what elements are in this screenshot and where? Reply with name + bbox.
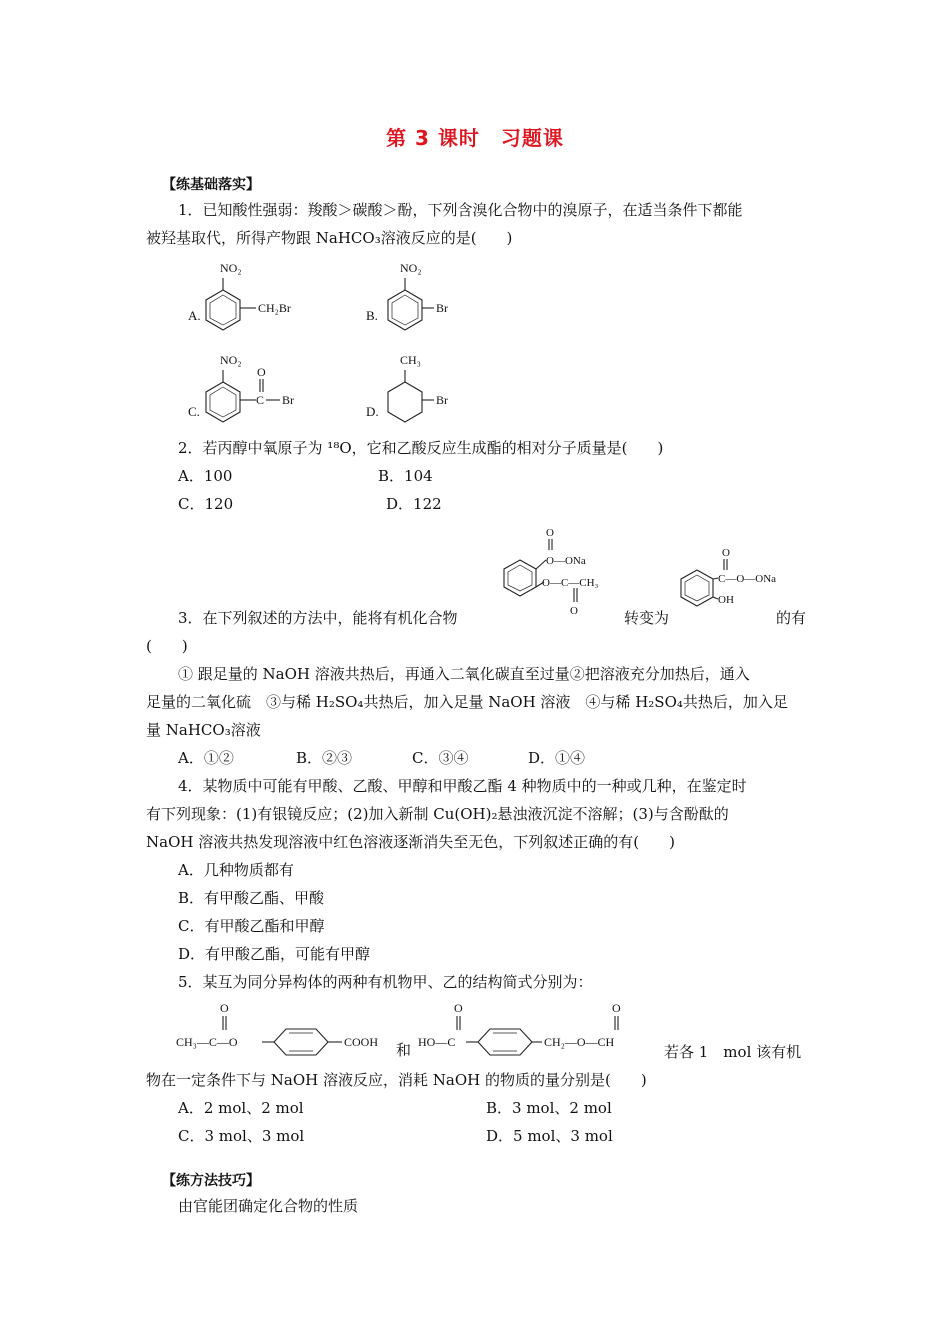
q4-stem-line2: 有下列现象：(1)有银镜反应；(2)加入新制 Cu(OH)₂悬浊液沉淀不溶解；(3)与含酚酞的	[146, 805, 729, 823]
q2-option-a: A．100	[178, 467, 233, 485]
q1-option-c-structure	[180, 346, 320, 430]
page-title: 第 3 课时 习题课	[386, 126, 564, 150]
q3-product-structure	[666, 542, 778, 614]
q3-m1-o-top: O	[546, 527, 554, 539]
q1-a-label: A.	[188, 308, 201, 323]
q3-option-b: B．②③	[296, 749, 353, 767]
q1-stem-line2: 被羟基取代，所得产物跟 NaHCO₃溶液反应的是( )	[146, 229, 513, 247]
q4-stem-line1: 4．某物质中可能有甲酸、乙酸、甲醇和甲酸乙酯 4 种物质中的一种或几种，在鉴定时	[178, 777, 747, 795]
q4-option-a: A．几种物质都有	[178, 861, 294, 879]
section-method-subheading: 由官能团确定化合物的性质	[178, 1197, 359, 1215]
q5-stem: 5．某互为同分异构体的两种有机物甲、乙的结构简式分别为：	[178, 973, 593, 991]
q3-option-a: A．①②	[178, 749, 234, 767]
q1-a-side-group: CH₂Br	[258, 301, 291, 315]
q3-m2-oh: OH	[718, 594, 734, 606]
q2-option-d: D．122	[386, 495, 442, 513]
q5-m2-o2: O	[612, 1001, 621, 1015]
q4-stem-line3: NaOH 溶液共热发现溶液中红色溶液逐渐消失至无色，下列叙述正确的有( )	[146, 833, 675, 851]
q1-c-carbonyl-c: C	[256, 393, 265, 407]
q5-tail: 若各 1 mol 该有机	[664, 1043, 802, 1061]
q5-m1-o: O	[220, 1001, 229, 1015]
q3-m2-ona: C—O—ONa	[718, 573, 777, 585]
q3-method-line2: 足量的二氧化硫 ③与稀 H₂SO₄共热后，加入足量 NaOH 溶液 ④与稀 H₂SO₄共热后，加入足	[146, 693, 788, 711]
q4-option-b: B．有甲酸乙酯、甲酸	[178, 889, 325, 907]
q1-option-d-structure	[362, 346, 482, 430]
q2-stem: 2．若丙醇中氧原子为 ¹⁸O，它和乙酸反应生成酯的相对分子质量是( )	[178, 439, 664, 457]
q2-option-c: C．120	[178, 495, 234, 513]
q3-stem-d: ( )	[146, 637, 188, 655]
q4-option-d: D．有甲酸乙酯，可能有甲醇	[178, 945, 371, 963]
q3-method-line1: ① 跟足量的 NaOH 溶液共热后，再通入二氧化碳直至过量②把溶液充分加热后，通入	[178, 665, 750, 683]
q5-option-c: C．3 mol、3 mol	[178, 1127, 305, 1145]
q1-b-label: B.	[366, 308, 378, 323]
q5-m1-left: CH₃—C—O	[176, 1035, 238, 1049]
q4-option-c: C．有甲酸乙酯和甲醇	[178, 917, 325, 935]
q3-option-c: C．③④	[412, 749, 469, 767]
q3-stem-a: 3．在下列叙述的方法中，能将有机化合物	[178, 609, 458, 627]
q1-a-top-group: NO₂	[220, 261, 242, 275]
q1-c-side-group: Br	[282, 393, 294, 407]
q1-option-b-structure	[362, 252, 482, 336]
q1-b-side-group: Br	[436, 301, 448, 315]
q3-method-line3: 量 NaHCO₃溶液	[146, 721, 261, 739]
q1-d-label: D.	[366, 404, 379, 419]
q5-option-b: B．3 mol、2 mol	[486, 1099, 612, 1117]
q1-stem-line1: 1．已知酸性强弱：羧酸＞碳酸＞酚，下列含溴化合物中的溴原子，在适当条件下都能	[178, 201, 743, 219]
q5-stem-line2: 物在一定条件下与 NaOH 溶液反应，消耗 NaOH 的物质的量分别是( )	[146, 1071, 647, 1089]
section-basic-heading: 【练基础落实】	[162, 177, 260, 193]
q5-and: 和	[396, 1041, 412, 1059]
q5-option-d: D．5 mol、3 mol	[486, 1127, 613, 1145]
q1-c-label: C.	[188, 404, 200, 419]
q5-m2-right: CH₂—O—CH	[544, 1035, 615, 1049]
section-method-heading: 【练方法技巧】	[162, 1173, 260, 1189]
q5-compound-yi-structure	[414, 996, 638, 1062]
q2-option-b: B．104	[378, 467, 433, 485]
q5-m2-left: HO—C	[418, 1035, 456, 1049]
q3-m1-ona: O—ONa	[546, 555, 586, 567]
q3-stem-c: 的有	[776, 609, 807, 627]
q3-m1-ester: O—C—CH₃	[542, 577, 599, 589]
q1-c-top-group: NO₂	[220, 353, 242, 367]
q3-reactant-structure	[496, 524, 626, 620]
q3-m2-o-top: O	[722, 547, 730, 559]
q5-m2-o1: O	[454, 1001, 463, 1015]
q1-option-a-structure	[180, 252, 320, 336]
q5-option-a: A．2 mol、2 mol	[178, 1099, 304, 1117]
q5-m1-right: COOH	[344, 1035, 379, 1049]
q3-stem-b: 转变为	[624, 609, 670, 627]
q3-option-d: D．①④	[528, 749, 586, 767]
q1-b-top-group: NO₂	[400, 261, 422, 275]
q1-d-top-group: CH₃	[400, 353, 421, 367]
q3-m1-o-bottom: O	[570, 605, 578, 617]
q1-d-side-group: Br	[436, 393, 448, 407]
q1-c-carbonyl-o: O	[257, 365, 266, 379]
q5-compound-jia-structure	[172, 996, 396, 1062]
